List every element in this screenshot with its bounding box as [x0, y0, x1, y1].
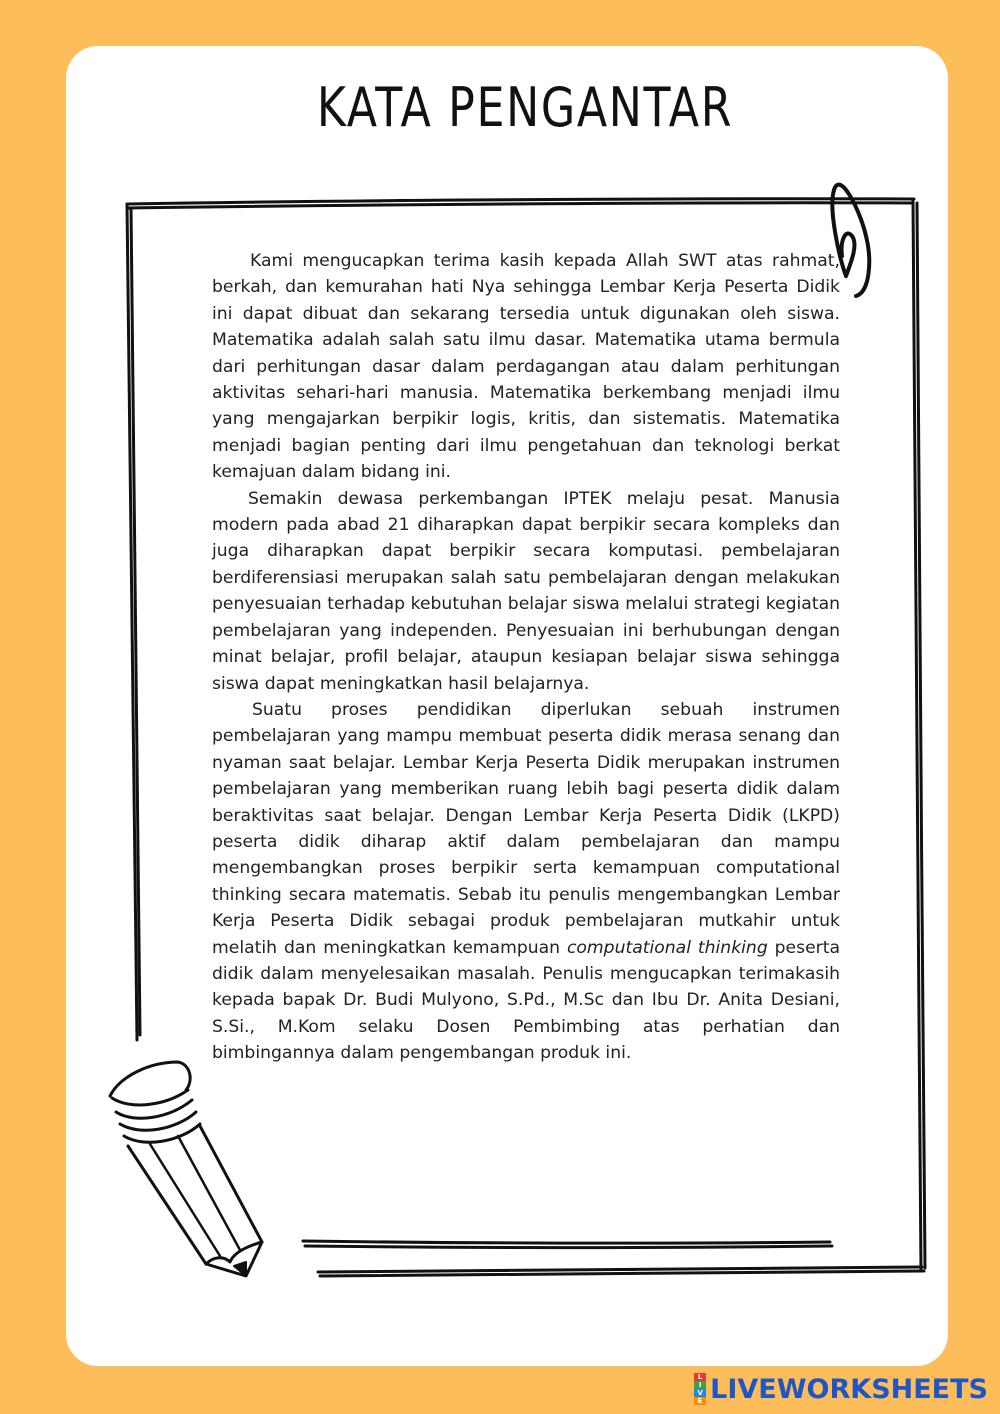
- paragraph-3-text-a: Suatu proses pendidikan diperlukan sebuah instrumen pembelajaran yang mampu membuat peserta didik merasa senang dan nyaman saat belajar. Lembar Kerja Peserta Didik merupakan instrumen pembelajaran yang memberikan ruang lebih bagi peserta didik dalam beraktivitas saat belajar. Dengan Lembar Kerja Peserta Didik (LKPD) peserta didik diharap aktif dalam pembelajaran dan mampu mengembangkan proses berpikir serta kemampuan computational thinking secara matematis. Sebab itu penulis mengembangkan Lembar Kerja Peserta Didik sebagai produk pembelajaran mutkahir untuk melatih dan meningkatkan kemampuan: [212, 699, 840, 958]
- logo-letter-i: I: [694, 1381, 706, 1389]
- paragraph-3-text-b: peserta didik dalam menyelesaikan masalah. Penulis mengucapkan terimakasih kepada bapak Dr. Budi Mulyono, S.Pd., M.Sc dan Ibu Dr. Anita Desiani, S.Si., M.Kom selaku Dosen Pembimbing atas perhatian dan bimbingannya dalam pengembangan produk ini.: [212, 937, 840, 1064]
- liveworksheets-brand[interactable]: [694, 1372, 988, 1406]
- liveworksheets-logo-icon: [694, 1373, 706, 1405]
- paragraph-3-italic-term: computational thinking: [566, 937, 768, 958]
- liveworksheets-wordmark: LIVEWORKSHEETS: [710, 1373, 988, 1405]
- logo-letter-e: E: [694, 1397, 706, 1405]
- paragraph-1: Kami mengucapkan terima kasih kepada Allah SWT atas rahmat, berkah, dan kemurahan hati Nya sehingga Lembar Kerja Peserta Didik ini dapat dibuat dan sekarang tersedia untuk digunakan oleh siswa. Matematika adalah salah satu ilmu dasar. Matematika utama bermula dari perhitungan dasar dalam perdagangan atau dalam perhitungan aktivitas sehari-hari manusia. Matematika berkembang menjadi ilmu yang mengajarkan berpikir logis, kritis, dan sistematis. Matematika menjadi bagian penting dari ilmu pengetahuan dan teknologi berkat kemajuan dalam bidang ini.: [212, 251, 840, 483]
- logo-letter-v: V: [694, 1389, 706, 1397]
- paragraph-2: Semakin dewasa perkembangan IPTEK melaju pesat. Manusia modern pada abad 21 diharapkan dapat berpikir secara kompleks dan juga diharapkan dapat berpikir secara komputasi. pembelajaran berdiferensiasi merupakan salah satu pembelajaran dengan melakukan penyesuaian terhadap kebutuhan belajar siswa melalui strategi kegiatan pembelajaran yang independen. Penyesuaian ini berhubungan dengan minat belajar, profil belajar, ataupun kesiapan belajar siswa sehingga siswa dapat meningkatkan hasil belajarnya.: [212, 488, 840, 694]
- page-title: KATA PENGANTAR: [316, 76, 734, 139]
- paragraph-3: [212, 697, 840, 1067]
- logo-letter-l: L: [694, 1373, 706, 1381]
- introduction-body: [212, 248, 840, 1067]
